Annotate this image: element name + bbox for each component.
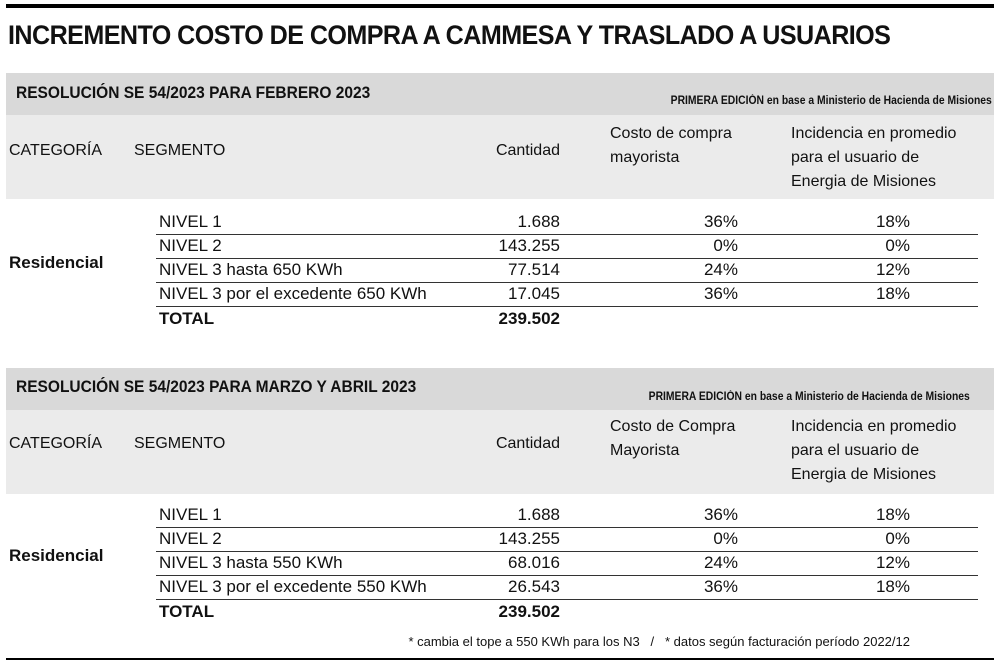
cell-costo: 36% [703,577,738,596]
section-title: RESOLUCIÓN SE 54/2023 PARA FEBRERO 2023 [16,84,371,102]
header-incidencia [791,415,956,487]
table-row [156,503,978,528]
header-categoria: CATEGORÍA [9,435,103,452]
cell-costo: 0% [713,236,738,255]
cell-segmento: NIVEL 3 hasta 550 KWh [159,553,343,572]
cell-costo: 36% [703,505,738,524]
category-residencial: Residencial [9,253,104,272]
header-incidencia-line3: Energia de Misiones [791,173,936,190]
header-incidencia-line1: Incidencia en promedio [791,125,957,142]
header-costo-line1: Costo de compra [610,125,732,142]
source-note: PRIMERA EDICIÓN en base a Ministerio de Hacienda de Misiones [670,95,992,107]
header-incidencia-line2: para el usuario de [791,442,920,459]
cell-cantidad: 143.255 [498,529,560,548]
cell-cantidad: 1.688 [517,505,560,524]
top-rule [6,4,994,8]
header-costo-line1: Costo de Compra [610,418,736,435]
header-categoria: CATEGORÍA [9,142,103,159]
cell-cantidad: 68.016 [508,553,560,572]
cell-costo: 36% [703,284,738,303]
page-title: INCREMENTO COSTO DE COMPRA A CAMMESA Y TRASLADO A USUARIOS [8,20,891,50]
cell-cantidad: 143.255 [498,236,560,255]
cell-segmento: NIVEL 1 [159,505,222,524]
total-cantidad: 239.502 [498,602,560,621]
header-cantidad: Cantidad [495,142,560,159]
header-incidencia-line3: Energia de Misiones [791,466,936,483]
table-row [156,575,978,600]
table-row [156,258,978,283]
section-title: RESOLUCIÓN SE 54/2023 PARA MARZO Y ABRIL 2023 [16,378,417,396]
bottom-rule [6,658,994,660]
source-note: PRIMERA EDICIÓN en base a Ministerio de Hacienda de Misiones [648,391,970,403]
header-segmento: SEGMENTO [134,142,226,159]
cell-cantidad: 26.543 [508,577,560,596]
table-row [156,210,978,235]
header-cantidad: Cantidad [495,435,560,452]
cell-cantidad: 1.688 [517,212,560,231]
cell-incidencia: 12% [875,260,910,279]
table-row [156,527,978,552]
cell-segmento: NIVEL 3 por el excedente 550 KWh [159,577,427,596]
header-costo-line2: mayorista [610,149,680,166]
total-label: TOTAL [159,309,215,328]
cell-segmento: NIVEL 1 [159,212,222,231]
total-row [156,307,978,331]
header-segmento: SEGMENTO [134,435,226,452]
header-incidencia-line1: Incidencia en promedio [791,418,957,435]
cell-incidencia: 18% [875,577,910,596]
total-label: TOTAL [159,602,215,621]
total-cantidad: 239.502 [498,309,560,328]
table-row [156,234,978,259]
header-incidencia-line2: para el usuario de [791,149,920,166]
cell-segmento: NIVEL 2 [159,236,222,255]
cell-incidencia: 18% [875,505,910,524]
section-marzo-abril [6,368,994,628]
footnote: * cambia el tope a 550 KWh para los N3 / * datos según facturación período 2022/12 [408,634,910,649]
header-costo-line2: Mayorista [610,442,680,459]
header-costo [610,415,735,463]
section-febrero [6,73,994,333]
cell-segmento: NIVEL 3 por el excedente 650 KWh [159,284,427,303]
cell-cantidad: 77.514 [508,260,560,279]
cell-incidencia: 0% [885,236,910,255]
cell-incidencia: 18% [875,284,910,303]
cell-segmento: NIVEL 3 hasta 650 KWh [159,260,343,279]
cell-costo: 36% [703,212,738,231]
table-row [156,282,978,307]
cell-incidencia: 18% [875,212,910,231]
cell-cantidad: 17.045 [508,284,560,303]
cell-costo: 24% [703,553,738,572]
category-residencial: Residencial [9,546,104,565]
cell-costo: 24% [703,260,738,279]
header-incidencia [791,122,956,194]
total-row [156,600,978,624]
cell-incidencia: 0% [885,529,910,548]
cell-costo: 0% [713,529,738,548]
cell-incidencia: 12% [875,553,910,572]
cell-segmento: NIVEL 2 [159,529,222,548]
header-costo [610,122,732,170]
table-row [156,551,978,576]
